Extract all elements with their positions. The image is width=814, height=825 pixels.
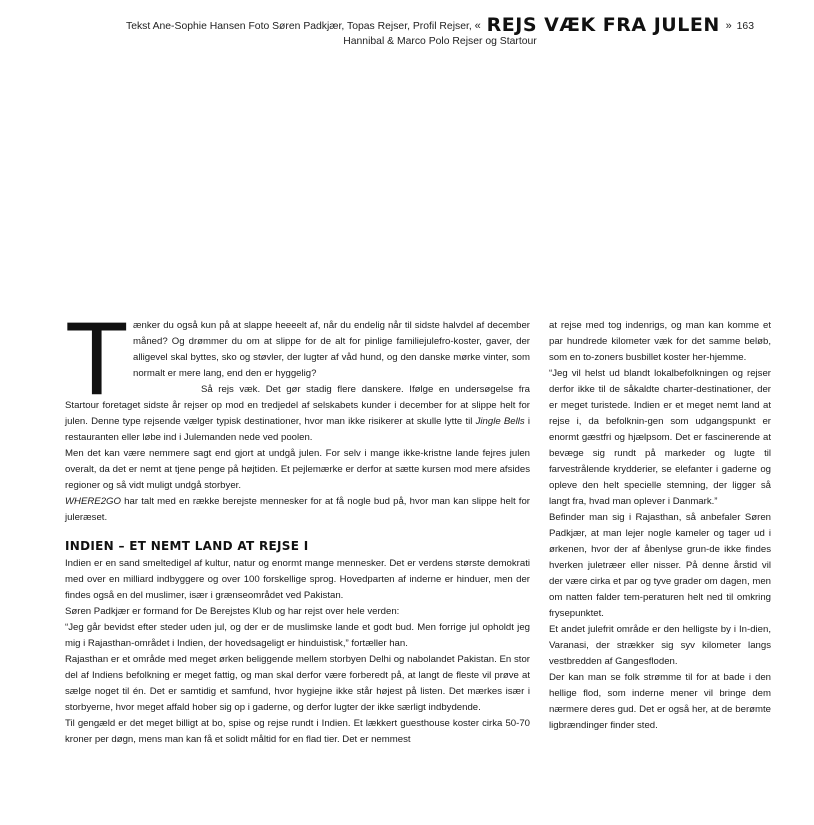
jingle-bells-title: Jingle Bells [475, 416, 525, 427]
paragraph-right-3: Befinder man sig i Rajasthan, så anbefaler Søren Padkjær, at man lejer nogle kameler og tager ud i ørkenen, hvor der af åbenlyse grun-de ikke findes hverken juletræer eller nisser. På denne årstid vil der være cirka et par og tyve grader om dagen, men om natten falder tem-peraturen helt ned til omkring frysepunktet. [549, 512, 771, 619]
paragraph-indien-4: Rajasthan er et område med meget ørken beliggende mellem storbyen Delhi og nabolandet Pakistan. En stor del af Indiens befolkning er meget fattig, og man skal derfor være forberedt på, at langt de fleste vil prøve at sælge noget til én. Det er samtidig et samfund, hvor hygiejne ikke står højest på listen. Det mærkes især i storbyerne, hvor meget affald hober sig op i gaderne, og derfor lugter der ikke særligt indbydende. [65, 654, 530, 713]
paragraph-right-1: at rejse med tog indenrigs, og man kan komme et par hundrede kilometer væk for det samme beløb, som en to-zoners busbillet koster her-hjemme. [549, 320, 771, 363]
article-column-left [65, 318, 530, 748]
intro-paragraph-2 [65, 382, 530, 446]
intro-paragraph: ænker du også kun på at slappe heeeelt af, når du endelig når til sidste halvdel af december måned? Og drømmer du om at slippe for de alt for pinlige familiejulefro-koster, gaver, der alligevel skal byttes, sko og støvler, der lugter af våd hund, og den danske mørke vinter, som normalt er mere lang, end den er hyggelig? [133, 320, 530, 379]
paragraph-right-5: Der kan man se folk strømme til for at bade i den hellige flod, som inderne mener vil bringe dem nærmere deres gud. Det er også her, at de berømte ligbrændinger finder sted. [549, 672, 771, 731]
drop-cap: T [65, 320, 129, 396]
intro-text: Så rejs væk. Det gør stadig flere danskere. Ifølge en undersøgelse fra Startour foretaget sidste år rejser op mod en tredjedel af selskabets kunder i december for at slippe helt for julen. Denne type rejsende vælger typisk destinationer, hvor man ikke risikerer at skulle lytte til [65, 384, 530, 427]
photo-credits-line-2: Hannibal & Marco Polo Rejser og Startour [343, 36, 537, 47]
where2go-text: har talt med en række berejste mennesker for at få nogle bud på, hvor man kan slippe helt for juleræset. [65, 496, 530, 523]
paragraph-indien-2: Søren Padkjær er formand for De Berejstes Klub og har rejst over hele verden: [65, 606, 400, 617]
open-guillemet: « [474, 20, 481, 32]
header-line-1 [90, 14, 790, 36]
page-number: 163 [736, 21, 754, 32]
paragraph-men: Men det kan være nemmere sagt end gjort at undgå julen. For selv i mange ikke-kristne lande fejres julen overalt, da det er nemt at tjene penge på højtiden. Et pejlemærke er derfor at sætte kursen mod mere afsides regioner og så vidt muligt undgå storbyer. [65, 448, 530, 491]
section-heading-indien: INDIEN – ET NEMT LAND AT REJSE I [65, 539, 309, 553]
close-guillemet: » [725, 20, 732, 32]
paragraph-right-2: “Jeg vil helst ud blandt lokalbefolkningen og rejser derfor ikke til de såkaldte charter-destinationer, der er meget turistede. Indien er et meget nemt land at rejse i, da befolknin-gen som udgangspunkt er enormt gæstfri og hjælpsom. Det er fascinerende at bevæge sig rundt på markeder og lugte til farvestrålende krydderier, se elefanter i gaderne og opleve den helt specielle stemning, der ligger så langt fra, hvad man oplever i Danmark.” [549, 368, 771, 507]
article-title: REJS VÆK FRA JULEN [486, 14, 720, 36]
paragraph-indien-3: “Jeg går bevidst efter steder uden jul, og der er de muslimske lande et godt bud. Men forrige jul opholdt jeg mig i Rajasthan-området i Indien, der hovedsageligt er hinduistisk,” fortæller han. [65, 622, 530, 649]
article-column-right [549, 318, 771, 734]
page-header [90, 14, 790, 49]
paragraph-indien-5: Til gengæld er det meget billigt at bo, spise og rejse rundt i Indien. Et lækkert guesthouse koster cirka 50-70 kroner per døgn, mens man kan få et solidt måltid for en flad tier. Det er nemmest [65, 718, 530, 745]
paragraph-where2go [65, 494, 530, 526]
photo-credits: Tekst Ane-Sophie Hansen Foto Søren Padkjær, Topas Rejser, Profil Rejser, [126, 21, 472, 32]
paragraph-right-4: Et andet julefrit område er den helligste by i In-dien, Varanasi, der strækker sig syv kilometer langs vestbredden af Gangesfloden. [549, 624, 771, 667]
paragraph-indien-1: Indien er en sand smeltedigel af kultur, natur og enormt mange mennesker. Det er verdens største demokrati med over en milliard indbyggere og over 100 forskellige sprog. Hovedparten af inderne er hinduer, men der findes også en del muslimer, især i grænseområdet ved Pakistan. [65, 558, 530, 601]
where2go-brand: WHERE2GO [65, 496, 121, 507]
intro-text-end: i restauranten eller løbe ind i Julemanden nede ved poolen. [65, 416, 530, 443]
